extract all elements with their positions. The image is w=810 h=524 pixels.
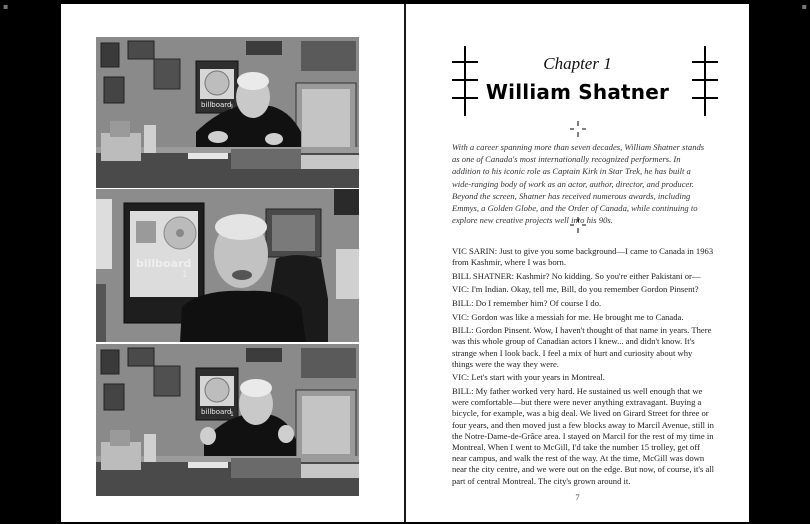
transcript-paragraph: VIC: Gordon was like a messiah for me. He brought me to Canada.	[452, 311, 684, 322]
record-number: 1	[230, 411, 234, 418]
photo-still-1	[96, 37, 359, 188]
page-corner-icon: ▪	[801, 2, 807, 11]
record-label: billboard	[136, 257, 192, 270]
record-number: 1	[182, 270, 188, 280]
page-number: 7	[575, 492, 580, 502]
page-corner-icon: ▪	[3, 2, 9, 11]
transcript-paragraph: BILL: Gordon Pinsent. Wow, I haven't thought of that name in years. There was this whole group of Canadian actors I knew... and didn't know. It's strange when I look back. I feel a mix of hurt and curiosity about why things were the way they were.	[452, 325, 712, 369]
transcript-paragraph: BILL: Do I remember him? Of course I do.	[452, 297, 602, 308]
transcript-paragraph: VIC SARIN: Just to give you some background—I came to Canada in 1963 from Kashmir, where I was born.	[452, 246, 714, 268]
transcript	[452, 246, 715, 489]
chapter-intro: With a career spanning more than seven decades, William Shatner stands as one of Canada's most internationally recognized performers. In addition to his iconic role as Captain Kirk in Star Trek, he has built a wide-ranging body of work as an actor, author, director, and producer. Beyond the screen, Shatner has received numerous awards, including Emmys, a Golden Globe, and the Order of Canada, while continuing to explore new creative projects well into his 90s.	[452, 142, 705, 226]
photo-still-2	[96, 189, 359, 342]
record-label: billboard	[201, 408, 232, 416]
transcript-paragraph: BILL: My father worked very hard. He sustained us well enough that we were comfortable—but there were never anything extravagant. Buying a bicycle, for example, was a big deal. We lived on Girard Street for three or four years, and then moved just a few blocks away to Marcil Avenue, still in the Notre-Dame-de-Grâce area. I stayed on Marcil for the rest of my time in Montreal. When I went to McGill, I'd take the number 15 trolley, get off near campus, and walk the rest of the way. At the time, McGill was down near the city centre, and we were out on the edge. But now, of course, it's all part of central Montreal. The city's grown around it.	[452, 385, 715, 486]
left-page	[61, 4, 404, 522]
transcript-paragraph: VIC: Let's start with your years in Montreal.	[452, 372, 605, 383]
transcript-paragraph: VIC: I'm Indian. Okay, tell me, Bill, do you remember Gordon Pinsent?	[452, 284, 699, 295]
chapter-label: Chapter 1	[543, 54, 612, 73]
record-label: billboard	[201, 101, 232, 109]
chapter-title: William Shatner	[485, 80, 670, 104]
transcript-paragraph: BILL SHATNER: Kashmir? No kidding. So you're either Pakistani or—	[452, 270, 701, 281]
record-number: 1	[230, 104, 234, 111]
right-page	[406, 4, 749, 522]
divider-icon	[566, 121, 590, 137]
photo-still-3	[96, 344, 359, 496]
divider-icon	[566, 217, 590, 233]
